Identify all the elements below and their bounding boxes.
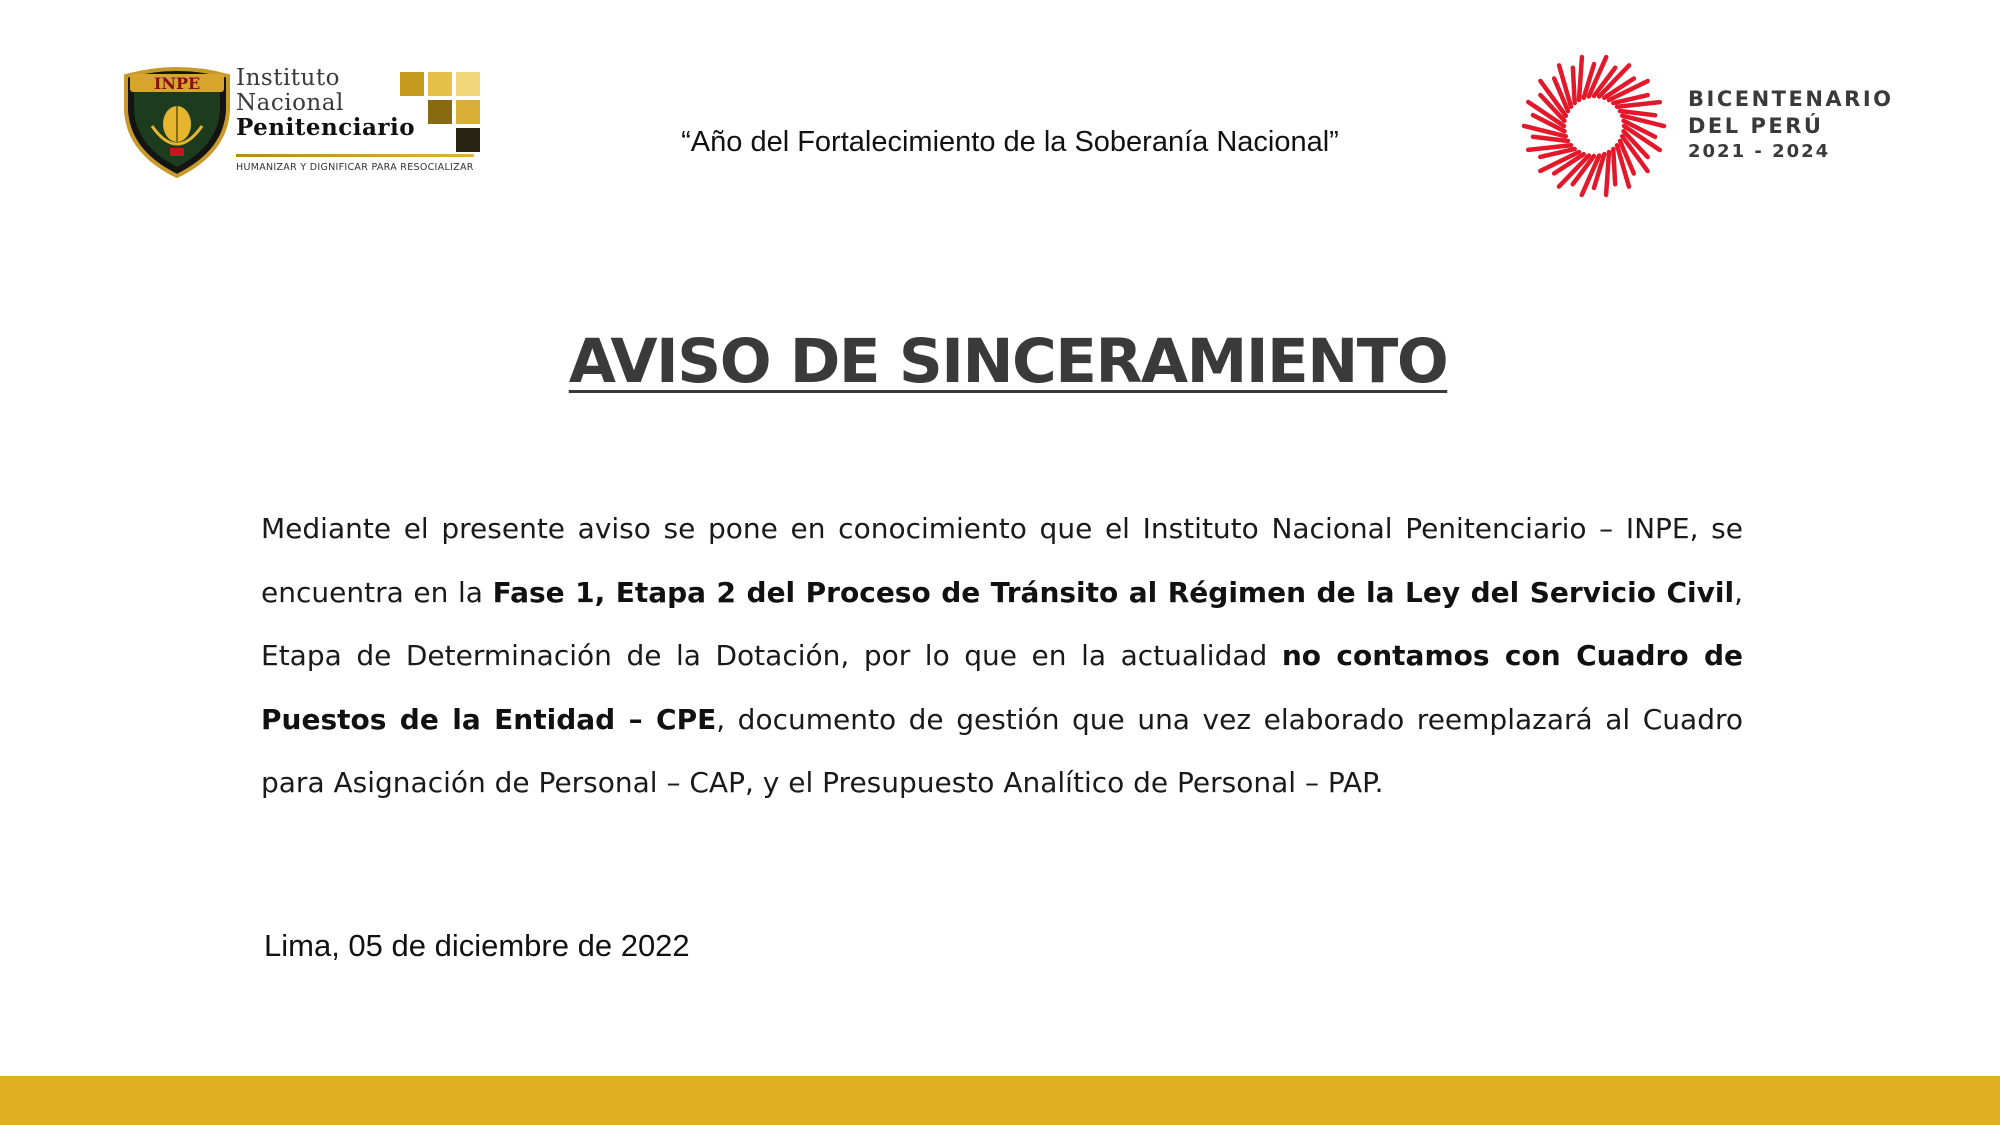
bicentenario-line2: DEL PERÚ <box>1688 113 1824 138</box>
bicentenario-years: 2021 - 2024 <box>1688 140 1831 162</box>
inpe-logo <box>122 62 482 180</box>
body-bold-cpe: no contamos con Cuadro de Puestos de la Entidad – CPE <box>261 639 1743 736</box>
bicentenario-emblem-icon <box>1520 52 1668 200</box>
year-motto: “Año del Fortalecimiento de la Soberanía Nacional” <box>681 126 1339 158</box>
footer-gold-bar <box>0 1076 2000 1125</box>
bicentenario-line1: BICENTENARIO <box>1688 87 1894 111</box>
notice-title: AVISO DE SINCERAMIENTO <box>568 326 1448 397</box>
inpe-shield-icon <box>122 66 232 178</box>
gold-squares-icon <box>400 72 480 152</box>
inpe-divider <box>236 154 474 157</box>
body-text-part2: , Etapa de Determinación de la Dotación, por lo que en la actualidad <box>261 575 1743 672</box>
shield-label: INPE <box>153 74 201 93</box>
bicentenario-text <box>1688 86 1894 163</box>
inpe-name-line1: Instituto <box>236 65 340 91</box>
body-bold-phase: Fase 1, Etapa 2 del Proceso de Tránsito al Régimen de la Ley del Servicio Civil <box>492 575 1735 609</box>
body-text-part3: , documento de gestión que una vez elaborado reemplazará al Cuadro para Asignación de Personal – CAP, y el Presupuesto Analítico de Personal – PAP. <box>261 702 1743 799</box>
inpe-slogan: HUMANIZAR Y DIGNIFICAR PARA RESOCIALIZAR <box>236 162 474 173</box>
inpe-name-line3: Penitenciario <box>236 113 416 141</box>
inpe-name-line2: Nacional <box>236 89 344 116</box>
notice-body <box>261 497 1743 815</box>
bicentenario-logo <box>1520 52 1900 202</box>
inpe-name <box>236 66 415 140</box>
body-text-part1: Mediante el presente aviso se pone en conocimiento que el Instituto Nacional Penitenciario – INPE, se encuentra en la <box>261 512 1743 609</box>
notice-date: Lima, 05 de diciembre de 2022 <box>264 928 690 963</box>
